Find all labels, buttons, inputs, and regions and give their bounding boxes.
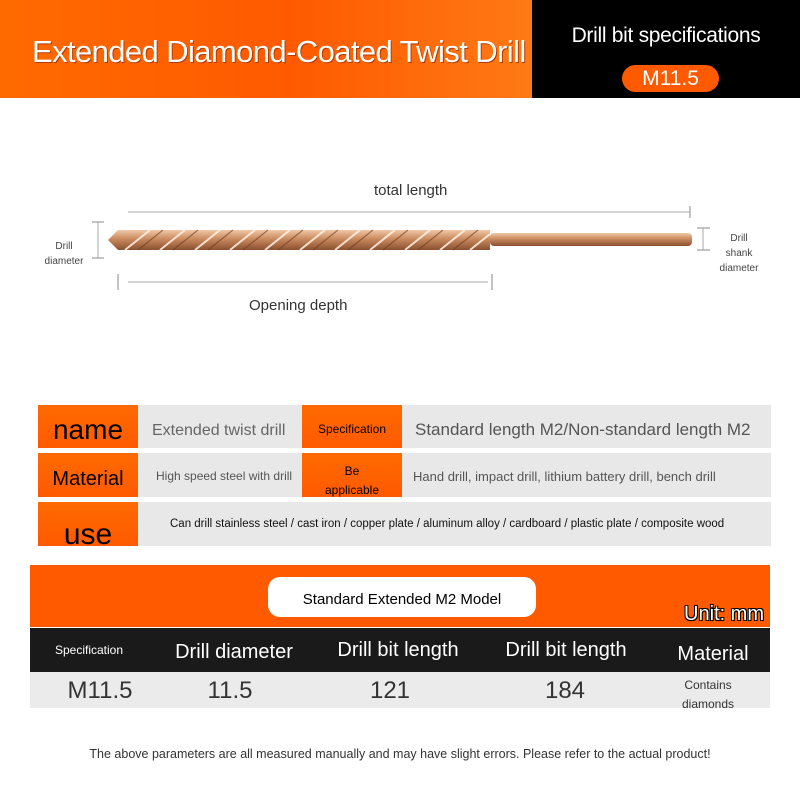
spec-label: Drill bit specifications [571, 24, 761, 47]
name-value: Extended twist drill [152, 422, 286, 439]
opening-depth-label: Opening depth [249, 297, 348, 314]
drill-bit-image [108, 230, 692, 250]
material-value: High speed steel with drill [156, 469, 293, 483]
th-specification: Specification [54, 643, 124, 657]
td-drill-bit-length-2: 184 [544, 677, 586, 704]
td-drill-diameter: 11.5 [207, 677, 253, 704]
td-drill-bit-length-1: 121 [369, 677, 411, 704]
drill-diameter-label: Drill diameter [44, 241, 84, 267]
th-drill-diameter: Drill diameter [175, 641, 293, 663]
applicable-label: Be applicable [324, 464, 380, 497]
specification-label: Specification [317, 422, 387, 436]
unit-label: Unit: mm [684, 603, 764, 625]
table-title: Standard Extended M2 Model [302, 591, 502, 608]
use-label: use [63, 518, 113, 551]
th-material: Material [677, 643, 749, 665]
model-badge: M11.5 [622, 65, 719, 92]
material-label: Material [52, 468, 124, 490]
applicable-value: Hand drill, impact drill, lithium battery drill, bench drill [413, 469, 716, 484]
page-title: Extended Diamond-Coated Twist Drill [32, 34, 526, 69]
disclaimer-footer: The above parameters are all measured manually and may have slight errors. Please refer to the actual product! [89, 747, 711, 761]
td-material: Contains diamonds [681, 678, 735, 711]
name-label: name [52, 414, 124, 445]
total-length-label: total length [374, 182, 448, 199]
td-specification: M11.5 [67, 677, 133, 704]
th-drill-bit-length-1: Drill bit length [337, 639, 459, 661]
specification-value: Standard length M2/Non-standard length M2 [415, 420, 751, 439]
shank-diameter-label: Drill shank diameter [719, 233, 759, 274]
th-drill-bit-length-2: Drill bit length [505, 639, 627, 661]
use-value: Can drill stainless steel / cast iron / copper plate / aluminum alloy / cardboard / plastic plate / composite wood [170, 518, 725, 530]
